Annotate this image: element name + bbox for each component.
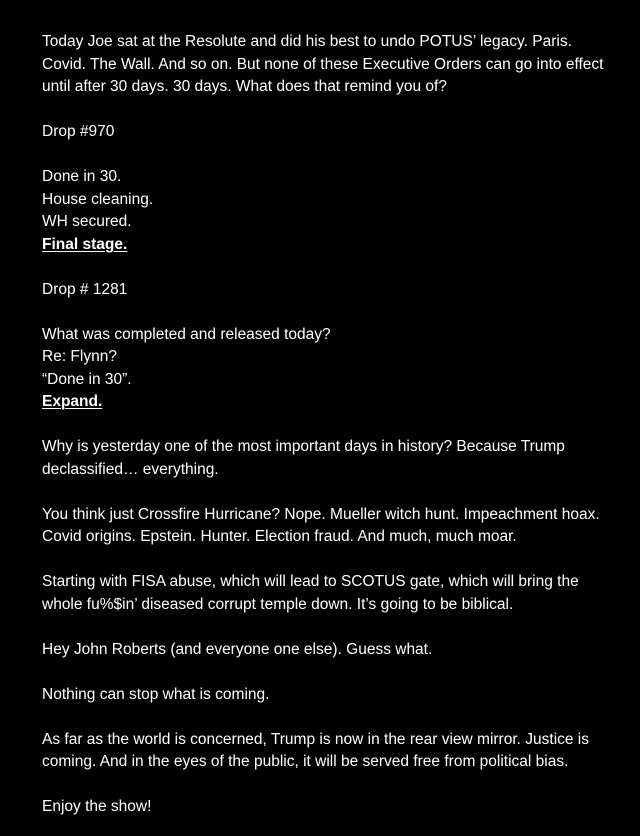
fisa-paragraph: Starting with FISA abuse, which will lead to SCOTUS gate, which will bring the whole fu%$in’ diseased corrupt temple down. It’s going to be biblical. xyxy=(42,573,579,613)
quote-emphasis-final-stage: Final stage. xyxy=(42,235,128,253)
quote-line: Done in 30. xyxy=(42,168,122,185)
drop-970-quote xyxy=(42,166,616,256)
intro-paragraph: Today Joe sat at the Resolute and did his best to undo POTUS’ legacy. Paris. Covid. The Wall. And so on. But none of these Executive Orders can go into effect until after 30 days. 30 days. What does that remind you of? xyxy=(42,33,604,95)
drop-1281-quote xyxy=(42,324,616,414)
quote-line: Re: Flynn? xyxy=(42,348,117,365)
quote-line: “Done in 30”. xyxy=(42,370,132,388)
justice-paragraph: As far as the world is concerned, Trump is now in the rear view mirror. Justice is coming. And in the eyes of the public, it will be served free from political bias. xyxy=(42,730,590,770)
nothing-can-stop-paragraph: Nothing can stop what is coming. xyxy=(42,685,270,703)
quote-line: House cleaning. xyxy=(42,190,154,208)
drop-970-label: Drop #970 xyxy=(42,123,115,140)
drop-1281-label: Drop # 1281 xyxy=(42,280,128,298)
crossfire-paragraph: You think just Crossfire Hurricane? Nope. Mueller witch hunt. Impeachment hoax. Covid origins. Epstein. Hunter. Election fraud. And much, much moar. xyxy=(42,505,600,545)
quote-emphasis-expand: Expand. xyxy=(42,393,103,410)
john-roberts-paragraph: Hey John Roberts (and everyone one else). Guess what. xyxy=(42,640,433,658)
enjoy-the-show-paragraph: Enjoy the show! xyxy=(42,798,152,815)
declassified-paragraph: Why is yesterday one of the most important days in history? Because Trump declassified… everything. xyxy=(42,438,565,478)
quote-line: WH secured. xyxy=(42,213,132,230)
quote-line: What was completed and released today? xyxy=(42,325,331,343)
